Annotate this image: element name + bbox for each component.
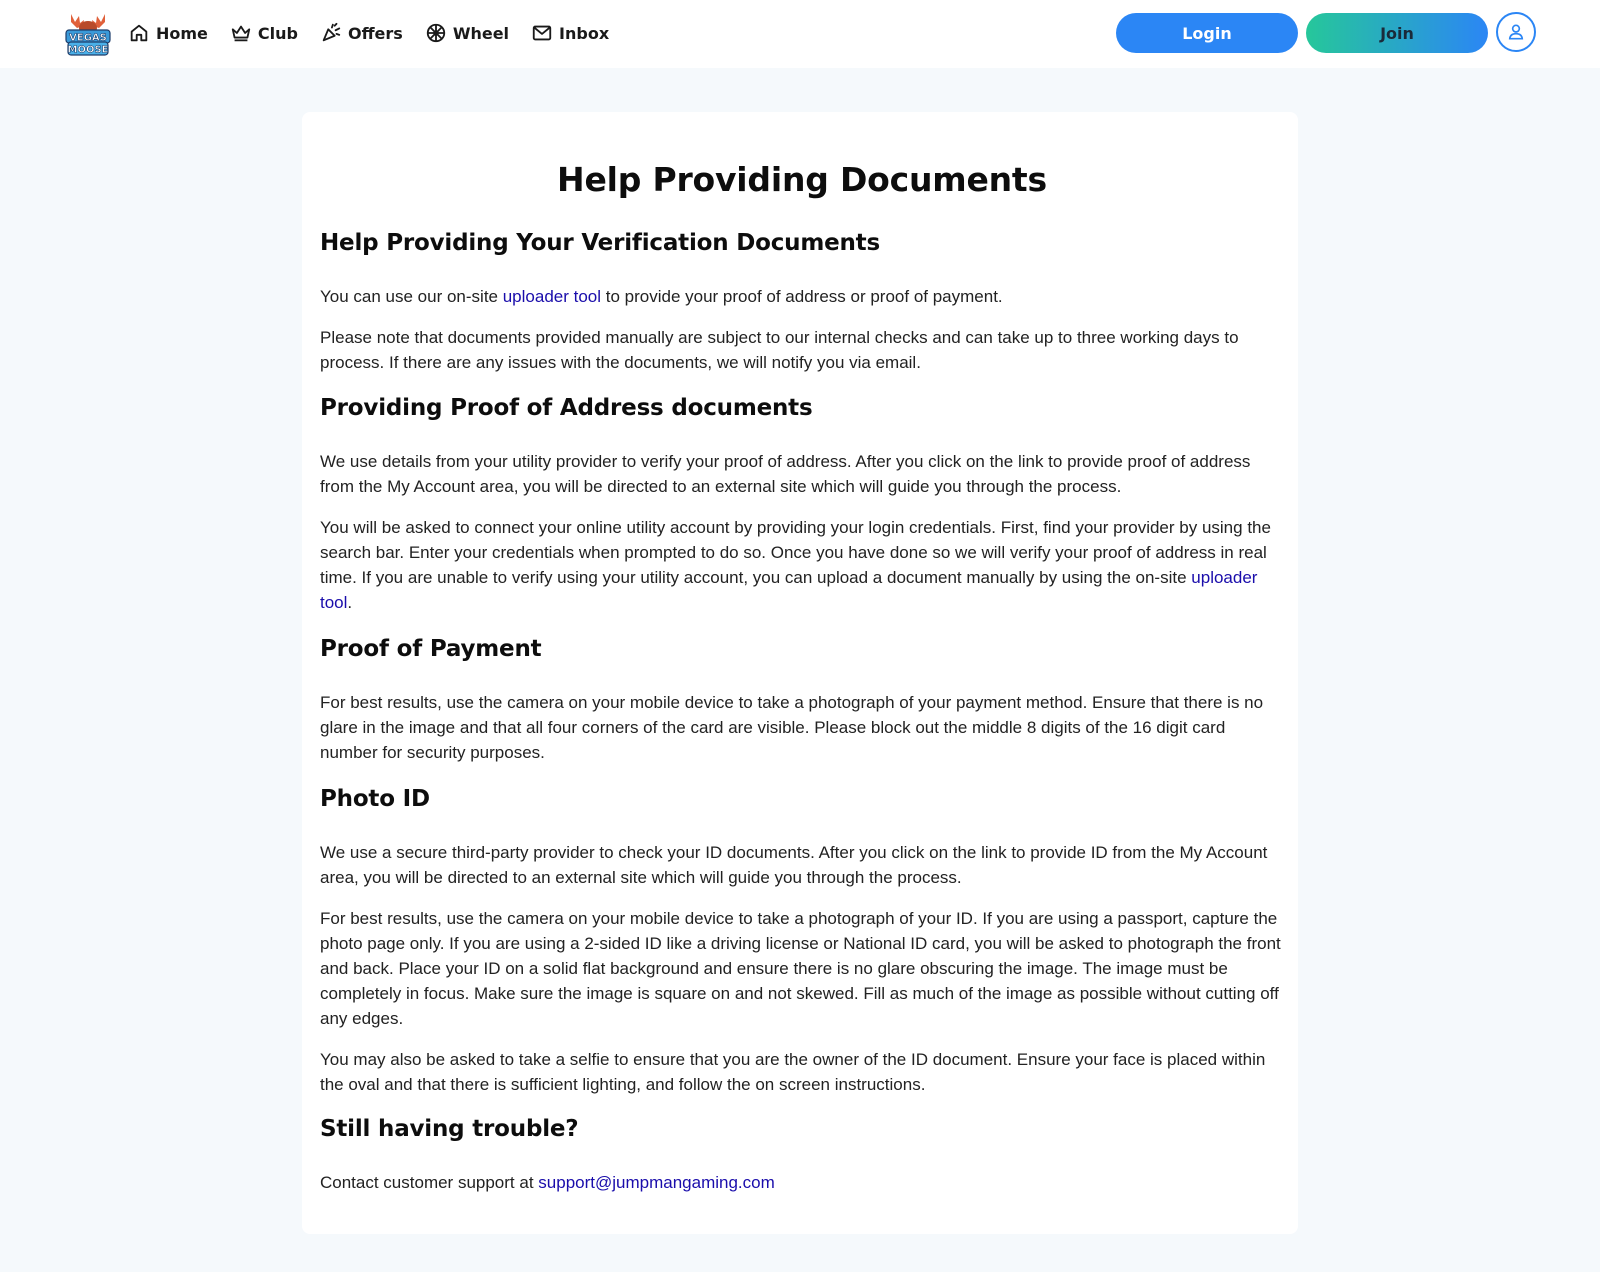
nav-item-inbox-label: Inbox (559, 23, 610, 43)
party-popper-icon (320, 22, 342, 44)
svg-text:VEGAS: VEGAS (69, 32, 107, 44)
nav-item-inbox[interactable] (531, 22, 609, 44)
support-email-link[interactable]: support@jumpmangaming.com (538, 1173, 775, 1192)
vegas-moose-logo[interactable] (63, 8, 113, 58)
uploader-tool-link-2[interactable]: uploader tool (320, 568, 1258, 612)
section-heading-proof-of-address: Providing Proof of Address documents (320, 395, 813, 421)
section-heading-still-trouble: Still having trouble? (320, 1116, 579, 1142)
login-button[interactable]: Login (1116, 13, 1298, 53)
section-heading-proof-of-payment: Proof of Payment (320, 636, 542, 662)
user-icon (1506, 22, 1526, 42)
verification-paragraph-1: You can use our on-site uploader tool to provide your proof of address or proof of payment. (320, 287, 1003, 306)
payment-paragraph-1: For best results, use the camera on your mobile device to take a photograph of your payment method. Ensure that there is no glare in the image and that all four corners of the card are visible. Please block out the middle 8 digits of the 16 digit card number for security purposes. (320, 693, 1264, 762)
nav-item-offers[interactable] (320, 22, 403, 44)
home-icon (128, 22, 150, 44)
section-heading-verification: Help Providing Your Verification Documents (320, 230, 880, 256)
nav-item-club[interactable] (230, 22, 298, 44)
address-paragraph-2: You will be asked to connect your online utility account by providing your login credentials. First, find your provider by using the search bar. Enter your credentials when prompted to do so. Once you have done so we will verify your proof of address in real time. If you are unable to verify using your utility account, you can upload a document manually by using the on-site uploader tool. (320, 518, 1271, 612)
photo-id-paragraph-3: You may also be asked to take a selfie to ensure that you are the owner of the ID document. Ensure your face is placed within the oval and that there is sufficient lighting, and follow the on screen instructions. (320, 1050, 1266, 1094)
nav-item-home-label: Home (156, 23, 208, 43)
wheel-icon (425, 22, 447, 44)
nav-item-wheel[interactable] (425, 22, 509, 44)
uploader-tool-link[interactable]: uploader tool (502, 287, 602, 306)
page-title: Help Providing Documents (557, 160, 1047, 199)
svg-text:MOOSE: MOOSE (67, 44, 109, 56)
help-content-card (302, 112, 1298, 1234)
photo-id-paragraph-2: For best results, use the camera on your mobile device to take a photograph of your ID. If you are using a passport, capture the photo page only. If you are using a 2-sided ID like a driving license or National ID card, you will be asked to photograph the front and back. Place your ID on a solid flat background and ensure there is no glare obscuring the image. The image must be completely in focus. Make sure the image is square on and not skewed. Fill as much of the image as possible without cutting off any edges. (320, 909, 1281, 1028)
nav-item-wheel-label: Wheel (452, 23, 510, 43)
crown-icon (230, 22, 252, 44)
verification-paragraph-2: Please note that documents provided manually are subject to our internal checks and can take up to three working days to process. If there are any issues with the documents, we will notify you via email. (320, 328, 1239, 372)
main-nav (128, 0, 631, 66)
top-navigation-bar (0, 0, 1600, 68)
photo-id-paragraph-1: We use a secure third-party provider to check your ID documents. After you click on the link to provide ID from the My Account area, you will be directed to an external site which will guide you through the process. (320, 843, 1268, 887)
address-paragraph-1: We use details from your utility provider to verify your proof of address. After you click on the link to provide proof of address from the My Account area, you will be directed to an external site which will guide you through the process. (320, 452, 1251, 496)
contact-paragraph: Contact customer support at support@jumpmangaming.com (320, 1173, 775, 1192)
nav-item-offers-label: Offers (347, 23, 403, 43)
nav-item-home[interactable] (128, 22, 208, 44)
nav-item-club-label: Club (257, 23, 298, 43)
account-button[interactable] (1496, 12, 1536, 52)
mail-icon (531, 22, 553, 44)
join-button[interactable]: Join (1306, 13, 1488, 53)
section-heading-photo-id: Photo ID (320, 786, 430, 812)
